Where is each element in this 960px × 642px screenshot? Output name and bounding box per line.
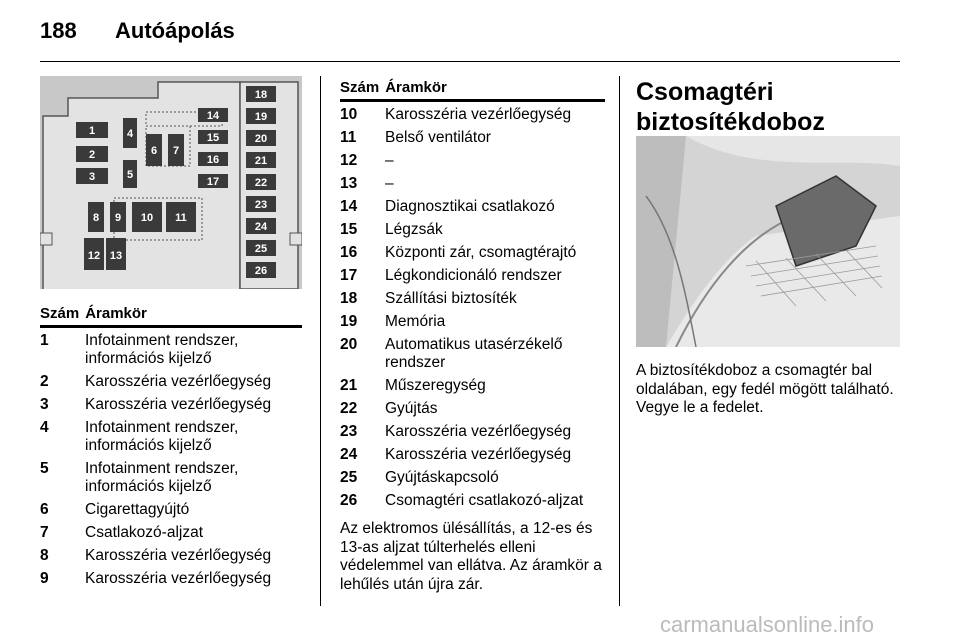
fuse-label-23: 23 — [254, 199, 268, 211]
table-row — [40, 501, 302, 519]
fuse-circuit: Infotainment rendszer, információs kijelző — [85, 460, 239, 495]
table-header — [340, 79, 605, 97]
fuse-circuit: Karosszéria vezérlőegység — [85, 373, 272, 390]
fuse-circuit: Karosszéria vezérlőegység — [385, 423, 572, 440]
fuse-circuit: Műszeregység — [385, 377, 486, 394]
fuse-label-22: 22 — [254, 177, 268, 189]
fuse-label-20: 20 — [254, 133, 268, 145]
fuse-label-26: 26 — [254, 265, 268, 277]
fuse-number: 19 — [340, 313, 358, 330]
fuse-circuit: Karosszéria vezérlőegység — [385, 446, 572, 463]
fuse-label-25: 25 — [254, 243, 268, 255]
page-number: 188 — [40, 18, 77, 43]
table-header-rule — [340, 99, 605, 102]
table-row — [340, 377, 605, 395]
fuse-number: 5 — [40, 460, 49, 477]
table-row — [340, 446, 605, 464]
fuse-number: 8 — [40, 547, 49, 564]
table-row — [340, 313, 605, 331]
fuse-number: 2 — [40, 373, 49, 390]
fuse-circuit: Karosszéria vezérlőegység — [85, 547, 272, 564]
fuse-label-17: 17 — [206, 176, 220, 188]
fuse-label-15: 15 — [206, 132, 220, 144]
fuse-number: 15 — [340, 221, 358, 238]
fuse-table-right — [340, 79, 605, 515]
fuse-circuit: Szállítási biztosíték — [385, 290, 517, 307]
column-divider-1 — [320, 76, 321, 606]
table-row — [340, 336, 605, 372]
fuse-box-caption: A biztosítékdoboz a csomagtér bal oldalában, egy fedél mögött található. Vegye le a fedelet. — [636, 362, 894, 416]
fuse-number: 12 — [340, 152, 358, 169]
fuse-number: 1 — [40, 332, 49, 349]
fuse-circuit: Infotainment rendszer, információs kijelző — [85, 332, 239, 367]
col-circuit-header: Áramkör — [385, 79, 447, 96]
fuse-label-21: 21 — [254, 155, 268, 167]
fuse-label-13: 13 — [109, 250, 123, 262]
table-row — [40, 419, 302, 455]
table-row — [340, 244, 605, 262]
table-row — [340, 423, 605, 441]
fuse-number: 24 — [340, 446, 358, 463]
col-number-header: Szám — [340, 79, 380, 96]
fuse-number: 17 — [340, 267, 358, 284]
fuse-number: 25 — [340, 469, 358, 486]
table-row — [40, 373, 302, 391]
fuse-number: 23 — [340, 423, 358, 440]
fuse-number: 20 — [340, 336, 358, 353]
section-title-line-2: biztosítékdoboz — [636, 108, 825, 136]
fuse-number: 11 — [340, 129, 357, 146]
table-row — [40, 570, 302, 588]
table-header-rule — [40, 325, 302, 328]
fuse-circuit: Infotainment rendszer, információs kijelző — [85, 419, 239, 454]
fuse-circuit: Belső ventilátor — [385, 129, 491, 146]
fuse-circuit: – — [385, 152, 394, 169]
table-row — [40, 396, 302, 414]
fuse-number: 3 — [40, 396, 49, 413]
fuse-number: 14 — [340, 198, 358, 215]
fuse-label-16: 16 — [206, 154, 220, 166]
fuse-circuit: Karosszéria vezérlőegység — [85, 570, 272, 587]
fuse-label-9: 9 — [114, 212, 122, 224]
fuse-number: 26 — [340, 492, 358, 509]
fuse-circuit: Karosszéria vezérlőegység — [85, 396, 272, 413]
table-row — [340, 290, 605, 308]
fuse-label-24: 24 — [254, 221, 268, 233]
chapter-title: Autóápolás — [115, 18, 235, 43]
fuse-circuit: Karosszéria vezérlőegység — [385, 106, 572, 123]
watermark: carmanualsonline.info — [660, 612, 875, 637]
fuse-label-7: 7 — [172, 145, 180, 157]
fuse-label-10: 10 — [140, 212, 154, 224]
table-row — [40, 547, 302, 565]
fuse-number: 7 — [40, 524, 49, 541]
fuse-label-18: 18 — [254, 89, 268, 101]
table-row — [340, 267, 605, 285]
fuse-label-5: 5 — [126, 169, 134, 181]
col-circuit-header: Áramkör — [85, 305, 147, 322]
fuse-label-14: 14 — [206, 110, 220, 122]
fuse-number: 16 — [340, 244, 358, 261]
table-row — [40, 332, 302, 368]
fuse-circuit: Diagnosztikai csatlakozó — [385, 198, 555, 215]
fuse-circuit: Csatlakozó-aljzat — [85, 524, 204, 541]
fuse-circuit: Légkondicionáló rendszer — [385, 267, 562, 284]
fuse-label-1: 1 — [88, 125, 96, 137]
fuse-number: 4 — [40, 419, 49, 436]
section-title-line-1: Csomagtéri — [636, 78, 774, 106]
fuse-number: 21 — [340, 377, 358, 394]
fuse-number: 10 — [340, 106, 358, 123]
fuse-circuit: Csomagtéri csatlakozó-aljzat — [385, 492, 584, 509]
table-row — [40, 460, 302, 496]
overload-note: Az elektromos ülésállítás, a 12-es és 13-as aljzat túlterhelés elleni védelemmel van ellátva. Az áramkör a lehűlés után újra zár. — [340, 520, 602, 593]
fuse-number: 13 — [340, 175, 358, 192]
fuse-label-12: 12 — [87, 250, 101, 262]
page-header — [40, 18, 920, 58]
col-number-header: Szám — [40, 305, 80, 322]
fuse-table-left — [40, 305, 302, 593]
fuse-label-2: 2 — [88, 149, 96, 161]
fuse-circuit: Gyújtás — [385, 400, 438, 417]
table-row — [340, 400, 605, 418]
fuse-label-3: 3 — [88, 171, 96, 183]
fuse-circuit: Automatikus utasérzékelő rendszer — [385, 336, 563, 371]
fuse-label-6: 6 — [150, 145, 158, 157]
fuse-number: 6 — [40, 501, 49, 518]
table-row — [340, 469, 605, 487]
fuse-circuit: Gyújtáskapcsoló — [385, 469, 499, 486]
table-row — [340, 221, 605, 239]
fuse-circuit: Központi zár, csomagtérajtó — [385, 244, 577, 261]
column-divider-2 — [619, 76, 620, 606]
header-rule — [40, 61, 900, 62]
fuse-circuit: – — [385, 175, 394, 192]
table-row — [340, 198, 605, 216]
fuse-box-diagram — [40, 76, 302, 289]
fuse-circuit: Cigarettagyújtó — [85, 501, 190, 518]
fuse-number: 22 — [340, 400, 358, 417]
fuse-label-19: 19 — [254, 111, 268, 123]
fuse-label-11: 11 — [175, 212, 187, 224]
fuse-label-4: 4 — [126, 128, 134, 140]
table-row — [40, 524, 302, 542]
table-header — [40, 305, 302, 323]
fuse-circuit: Memória — [385, 313, 446, 330]
table-row — [340, 492, 605, 510]
table-row — [340, 129, 605, 147]
section-title — [636, 77, 825, 137]
table-row — [340, 152, 605, 170]
table-row — [340, 106, 605, 124]
table-row — [340, 175, 605, 193]
fuse-circuit: Légzsák — [385, 221, 443, 238]
fuse-number: 9 — [40, 570, 49, 587]
fuse-label-8: 8 — [92, 212, 100, 224]
trunk-fuse-box-illustration — [636, 136, 900, 347]
fuse-number: 18 — [340, 290, 358, 307]
